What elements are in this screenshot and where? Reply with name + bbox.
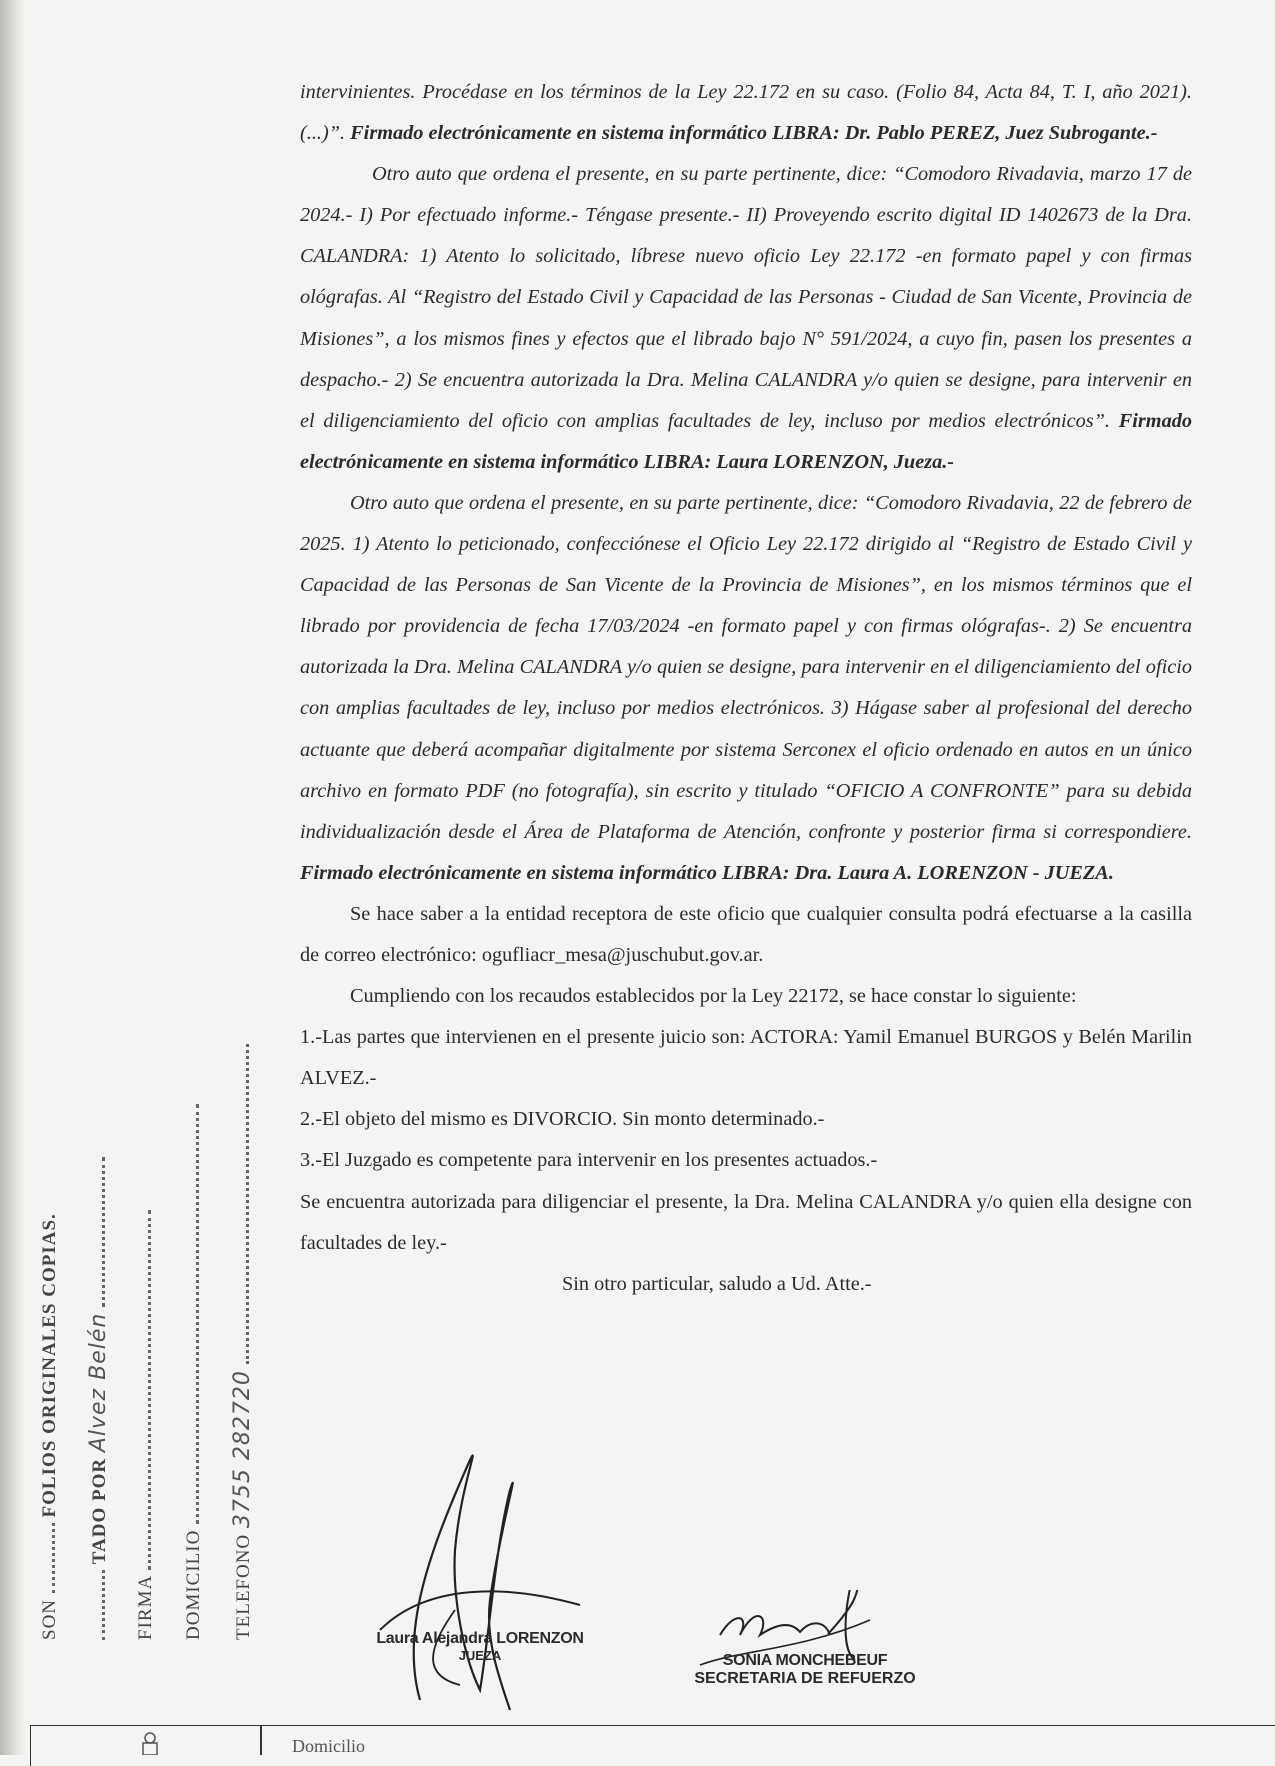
stamp-dots xyxy=(232,1044,249,1364)
closing-line: Sin otro particular, saludo a Ud. Atte.- xyxy=(562,1272,872,1295)
stamp-presented-value: Alvez Belén xyxy=(86,1312,111,1453)
stamp-dots xyxy=(88,1570,105,1640)
paragraph-1-signature-note: Firmado electrónicamente en sistema informático LIBRA: Dr. Pablo PEREZ, Juez Subrogante.- xyxy=(350,122,1158,145)
secretary-role: SECRETARIA DE REFUERZO xyxy=(694,1670,916,1687)
document-body xyxy=(300,72,1192,1305)
paragraph-2-signature-note: Firmado electrónicamente en sistema informático LIBRA: Laura LORENZON, Jueza.- xyxy=(300,409,1192,473)
list-item-competence: 3.-El Juzgado es competente para intervenir en los presentes actuados.- xyxy=(300,1149,878,1172)
stamp-phone-label: TELEFONO xyxy=(233,1533,254,1640)
stamp-dots xyxy=(88,1157,105,1307)
judge-handwritten-signature xyxy=(360,1430,600,1720)
stamp-folios-label: FOLIOS ORIGINALES COPIAS. xyxy=(39,1213,60,1518)
footer-box xyxy=(30,1725,1275,1766)
stamp-line-signature xyxy=(134,1210,157,1640)
stamp-line-presented-by xyxy=(86,1157,111,1640)
stamp-dots xyxy=(38,1523,55,1593)
paragraph-2-italic: Otro auto que ordena el presente, en su parte pertinente, dice: “Comodoro Rivadavia, marzo 17 de 2024.- I) Por efectuado informe.- Téngase presente.- II) Proveyendo escrito digital ID 1402673 de la Dra. CALANDRA: 1) Atento lo solicitado, líbrese nuevo oficio Ley 22.172 -en formato papel y con firmas ológrafas. Al “Registro del Estado Civil y Capacidad de las Personas - Ciudad de San Vicente, Provincia de Misiones”, a los mismos fines y efectos que el librado bajo N° 591/2024, a cuyo fin, pasen los presentes a despacho.- 2) Se encuentra autorizada la Dra. Melina CALANDRA y/o quien se designe, para intervenir en el diligenciamiento del oficio con amplias facultades de ley, incluso por medios electrónicos”. xyxy=(300,163,1192,432)
paragraph-2 xyxy=(300,154,1192,483)
paragraph-1 xyxy=(300,72,1192,154)
stamp-address-label: DOMICILIO xyxy=(183,1529,204,1640)
stamp-line-address xyxy=(182,1104,205,1640)
list-item-object: 2.-El objeto del mismo es DIVORCIO. Sin monto determinado.- xyxy=(300,1108,825,1131)
paragraph-email-notice: Se hace saber a la entidad receptora de este oficio que cualquier consulta podrá efectuarse a la casilla de correo electrónico: ogufliacr_mesa@juschubut.gov.ar. xyxy=(300,902,1192,966)
paragraph-authorization: Se encuentra autorizada para diligenciar el presente, la Dra. Melina CALANDRA y/o quien ella designe con facultades de ley.- xyxy=(300,1190,1192,1254)
judge-name: Laura Alejandra LORENZON xyxy=(376,1630,584,1647)
stamp-dots xyxy=(134,1210,151,1570)
stamp-phone-value: 3755 282720 xyxy=(230,1370,255,1529)
footer-text: Domicilio xyxy=(292,1736,365,1756)
stamp-son-label: SON xyxy=(39,1598,60,1640)
court-emblem-icon xyxy=(138,1730,162,1755)
stamp-dots xyxy=(182,1104,199,1524)
judge-signature-block xyxy=(360,1430,600,1720)
scan-edge-shadow xyxy=(0,0,26,1755)
list-item-parties: 1.-Las partes que intervienen en el presente juicio son: ACTORA: Yamil Emanuel BURGOS y Belén Marilin ALVEZ.- xyxy=(300,1026,1192,1090)
stamp-signature-label: FIRMA xyxy=(135,1575,156,1640)
stamp-presented-label: TADO POR xyxy=(89,1457,110,1565)
stamp-line-folios xyxy=(38,1213,61,1640)
paragraph-3 xyxy=(300,483,1192,894)
stamp-line-phone xyxy=(230,1044,255,1640)
secretary-signature-block xyxy=(680,1590,930,1710)
paragraph-3-italic: Otro auto que ordena el presente, en su parte pertinente, dice: “Comodoro Rivadavia, 22 de febrero de 2025. 1) Atento lo peticionado, confecciónese el Oficio Ley 22.172 dirigido al “Registro de Estado Civil y Capacidad de las Personas de San Vicente de la Provincia de Misiones”, en los mismos términos que el librado por providencia de fecha 17/03/2024 -en formato papel y con firmas ológrafas-. 2) Se encuentra autorizada la Dra. Melina CALANDRA y/o quien se designe, para intervenir en el diligenciamiento del oficio con amplias facultades de ley, incluso por medios electrónicos. 3) Hágase saber al profesional del derecho actuante que deberá acompañar digitalmente por sistema Serconex el oficio ordenado en autos en un único archivo en formato PDF (no fotografía), sin escrito y titulado “OFICIO A CONFRONTE” para su debida individualización desde el Área de Plataforma de Atención, confronte y posterior firma si correspondiere. xyxy=(300,491,1192,843)
paragraph-1-italic: intervinientes. Procédase en los términos de la Ley 22.172 en su caso. (Folio 84, Acta 84, T. I, año 2021).(...)”. xyxy=(300,81,1192,145)
judge-role: JUEZA xyxy=(458,1648,502,1663)
secretary-handwritten-signature xyxy=(680,1590,930,1710)
footer-divider xyxy=(260,1725,262,1755)
secretary-name: SONIA MONCHEBEUF xyxy=(722,1652,888,1669)
margin-receipt-stamp xyxy=(38,1080,298,1640)
paragraph-3-signature-note: Firmado electrónicamente en sistema informático LIBRA: Dra. Laura A. LORENZON - JUEZA. xyxy=(300,861,1114,884)
paragraph-requirements: Cumpliendo con los recaudos establecidos por la Ley 22172, se hace constar lo siguiente: xyxy=(350,985,1077,1008)
